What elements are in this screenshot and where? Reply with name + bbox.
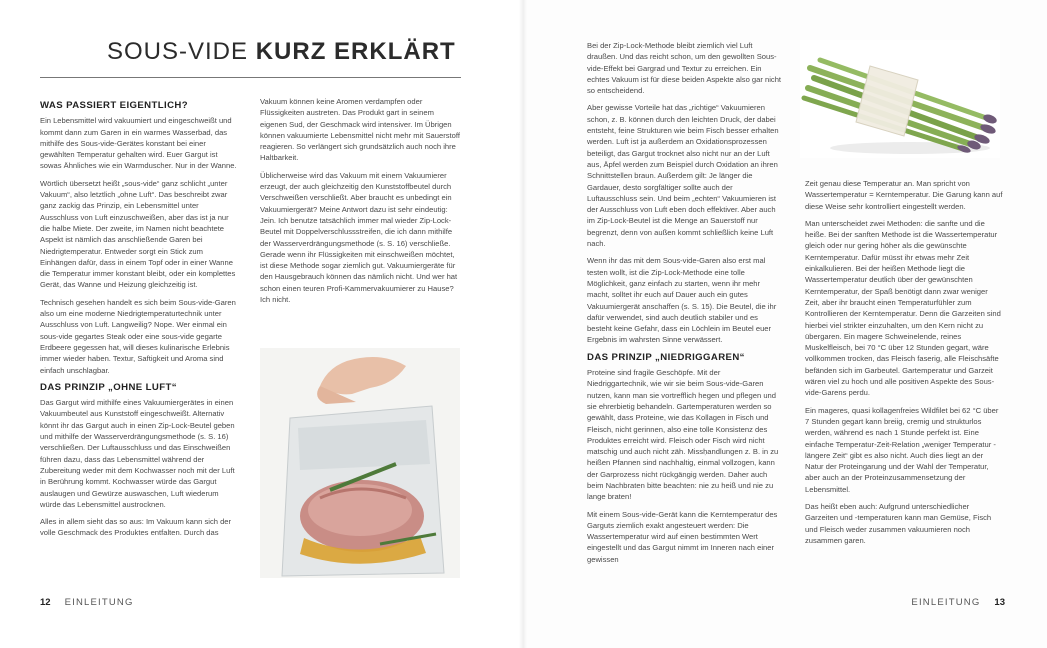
paragraph: Üblicherweise wird das Vakuum mit einem Vakuumierer erzeugt, der auch gleichzeitig den Kunststoffbeutel durch Verschweißen verschließt. Aber braucht es unbedingt ein Vakuumiergerät? Meine Antwort dazu ist sehr eindeutig: Jein. Ich benutze tatsächlich immer mal wieder Zip-Lock-Beutel mit Doppelverschlussstreifen, die ich dann mithilfe der Wasserverdrängungsmethode (s. S. 16) verschließe. Gerade wenn ihr Flüssigkeiten mit einschweißen möchtet, ist diese Methode sogar ziemlich gut. Vakuumiergeräte für den Hausgebrauch können das nämlich nicht. Und wer hat schon einen teuren Profi-Kammervakuumierer zu Hause? Ich nicht.	[260, 170, 458, 305]
page-number: 12	[40, 597, 51, 608]
page-title	[107, 38, 456, 66]
paragraph: Das heißt eben auch: Aufgrund unterschiedlicher Garzeiten und -temperaturen kann man Gemüse, Fisch und Fleisch weder zusammen vakuumieren noch zusammen garen.	[805, 502, 992, 545]
page-number: 13	[994, 597, 1005, 608]
paragraph: Alles in allem sieht das so aus: Im Vakuum kann sich der volle Geschmack des Produktes entfalten. Durch das	[40, 517, 232, 538]
paragraph: Ein Lebensmittel wird vakuumiert und eingeschweißt und kommt dann zum Garen in ein warmes Wasserbad, das mithilfe des Sous-vide-Gerätes konstant bei einer gewählten Temperatur gehalten wird. Euer Gargut ist sowas Ähnliches wie ein Warmduscher. Nur in der Wanne.	[40, 116, 237, 171]
paragraph: Man unterscheidet zwei Methoden: die sanfte und die heiße. Bei der sanften Methode ist die Wassertemperatur gleich oder nur gering höher als die gewünschte Kerntemperatur. Dafür müsst ihr etwas mehr Zeit einkalkulieren. Bei der heißen Methode liegt die Wassertemperatur deutlich über der gewünschten Kerntemperatur, der Spaß benötigt dann zwar weniger Zeit, aber ihr braucht einen Temperaturfühler zum Kontrollieren der Kerntemperatur. Denn die Garzeiten sind hierbei viel strikter einzuhalten, um den Kern nicht zu übergaren. Ein magere Schweinelende, reines Muskelfleisch, bei 70 °C über 12 Stunden gegart, wäre vollkommen trocken, das Fleisch faserig, alle Fleischsäfte befänden sich im Garbeutel. Gartemperatur und Garzeit wären viel zu hoch und alle positiven Aspekte des Sous-vide-Garens perdu.	[805, 218, 1001, 398]
section-heading: WAS PASSIERT EIGENTLICH?	[40, 100, 189, 111]
text-column-4	[805, 178, 1003, 552]
text-column-3	[587, 40, 783, 571]
paragraph: Ein mageres, quasi kollagenfreies Wildfilet bei 62 °C über 7 Stunden gegart kann breiig, cremig und strukturlos werden, während es nach 1 Stunde perfekt ist. Eine einfache Temperatur-Zeit-Relation „weniger Temperatur - längere Zeit“ gibt es also nicht. Auch dies liegt an der Natur der Proteingarung und der Wahl der Temperatur, aber auch an der Proteinzusammensetzung der Lebensmittel.	[805, 405, 999, 494]
paragraph: Aber gewisse Vorteile hat das „richtige“ Vakuumieren schon, z. B. können durch den leichten Druck, der dabei entsteht, feine Strukturen wie beim Fisch besser erhalten werden. Luft ist ja außerdem an Oxidationsprozessen beteiligt, das Gargut trocknet also nicht nur an der Luft aus, Äpfel werden zum Beispiel durch Oxidation an ihren Schnittstellen braun. Außerdem gilt: Je länger die Gardauer, desto sorgfältiger sollte auch der Luftausschluss sein. Und beim „echten“ Vakuumieren ist der Ausschluss von Luft eben doch effektiver. Aber auch im Zip-Lock-Beutel ist die Menge an Sauerstoff nur begrenzt, denn von außen kommt schließlich keine Luft nach.	[587, 103, 779, 249]
title-bold: KURZ ERKLÄRT	[255, 38, 456, 65]
page-gutter	[519, 0, 527, 648]
page-footer-left	[40, 597, 134, 608]
title-divider	[40, 77, 461, 78]
text-column-1	[40, 96, 238, 545]
paragraph: Bei der Zip-Lock-Methode bleibt ziemlich viel Luft draußen. Und das reicht schon, um den gewollten Sous-vide-Effekt bei Gargrad und Textur zu erreichen. Ein echtes Vakuum ist für diese beiden Aspekte also gar nicht so entscheidend.	[587, 41, 782, 96]
asparagus-photo	[800, 40, 1000, 158]
title-light: SOUS-VIDE	[107, 38, 249, 65]
paragraph: Zeit genau diese Temperatur an. Man spricht von Wassertemperatur = Kerntemperatur. Die Garung kann auf diese Weise sehr kontrolliert eingestellt werden.	[805, 179, 1003, 211]
paragraph: Vakuum können keine Aromen verdampfen oder Flüssigkeiten austreten. Das Produkt gart in seinem eigenen Sud, der Geschmack wird intensiver. Im Übrigen können vakuumierte Lebensmittel nicht mehr mit Sauerstoff reagieren. So verlängert sich grundsätzlich auch noch ihre Haltbarkeit.	[260, 97, 460, 163]
paragraph: Technisch gesehen handelt es sich beim Sous-vide-Garen also um eine moderne Niedrigtemperaturtechnik unter Ausschluss von Luft. Langweilig? Nope. Wer einmal ein sous-vide gegartes Steak oder eine sous-vide gegarte Erdbeere gegessen hat, will dieses kulinarische Erlebnis immer wieder haben. Textur, Saftigkeit und Aroma sind einfach unschlagbar.	[40, 297, 236, 375]
section-heading: DAS PRINZIP „NIEDRIGGAREN“	[587, 351, 745, 363]
text-column-2	[260, 96, 460, 311]
section-label: EINLEITUNG	[911, 597, 981, 608]
section-heading: DAS PRINZIP „OHNE LUFT“	[40, 381, 177, 393]
paragraph: Mit einem Sous-vide-Gerät kann die Kerntemperatur des Garguts ziemlich exakt angesteuert werden: Die Wassertemperatur wird auf einen bestimmten Wert eingestellt und das Gargut nimmt im Inneren nach einer gewissen	[587, 509, 778, 564]
paragraph: Proteine sind fragile Geschöpfe. Mit der Niedriggartechnik, wie wir sie beim Sous-vide-Garen nutzen, kann man sie vortrefflich hegen und pflegen und sie ehrerbietig behandeln. Gartemperaturen werden so gewählt, dass Proteine, wie das Kollagen in Fisch und Fleisch, nicht gerinnen, also eine tolle Konsistenz des Produktes erreicht wird. Fleisch oder Fisch wird nicht matschig und auch nicht zäh. Missḥandlungen z. B. in zu heißen Pfannen sind nachhaltig, einmal vollzogen, kann der Garprozess nicht rückgängig werden. Daher auch beim Nachbraten bitte beachten: nie zu heiß und nie zu lange braten!	[587, 368, 779, 502]
paragraph: Wenn ihr das mit dem Sous-vide-Garen also erst mal testen wollt, ist die Zip-Lock-Methode eine tolle Möglichkeit, ganz einfach zu starten, wenn ihr mehr macht, solltet ihr euch auf Dauer auch ein gutes Vakuumiergerät anschaffen (s. S. 15). Die Beutel, die ihr dafür verwendet, sind auch deutlich stabiler und es besteht keine Gefahr, dass ein Löchlein im Beutel euer Ergebnis im wahrsten Sinne verwässert.	[587, 256, 777, 345]
vacuum-bag-photo	[260, 348, 460, 578]
section-label: EINLEITUNG	[64, 597, 134, 608]
page-footer-right	[911, 597, 1005, 608]
paragraph: Das Gargut wird mithilfe eines Vakuumiergerätes in einen Vakuumbeutel aus Kunststoff eingeschweißt. Alternativ könnt ihr das Gargut auch in einen Zip-Lock-Beutel geben und mithilfe der Wasserverdrängungsmethode (s. S. 16) verschließen. Der Luftausschluss und das Einschweißen führen dazu, dass das Lebensmittel während der Zubereitung weder mit dem Kochwasser noch mit der Luft in Berührung kommt. Kochwasser würde das Gargut auslaugen und Gewürze auswaschen, Luft wiederum würde das Lebensmittel austrocknen.	[40, 398, 235, 509]
paragraph: Wörtlich übersetzt heißt „sous-vide“ ganz schlicht „unter Vakuum“, also letztlich „ohne Luft“. Das beschreibt zwar ganz zackig das Prinzip, ein Lebensmittel unter Ausschluss von Luft einzuschweißen, aber das ist ja nur die halbe Miete. Der zweite, im Namen nicht beachtete Aspekt ist nämlich das anschließende Garen bei Niedrigtemperatur. Entweder sorgt ein Stick zum Einhängen dafür, dass in einem Topf oder in einer Wanne die Temperatur immer konstant bleibt, oder ein komplettes Gerät, das Wanne und Heizung gleichzeitig ist.	[40, 178, 236, 290]
